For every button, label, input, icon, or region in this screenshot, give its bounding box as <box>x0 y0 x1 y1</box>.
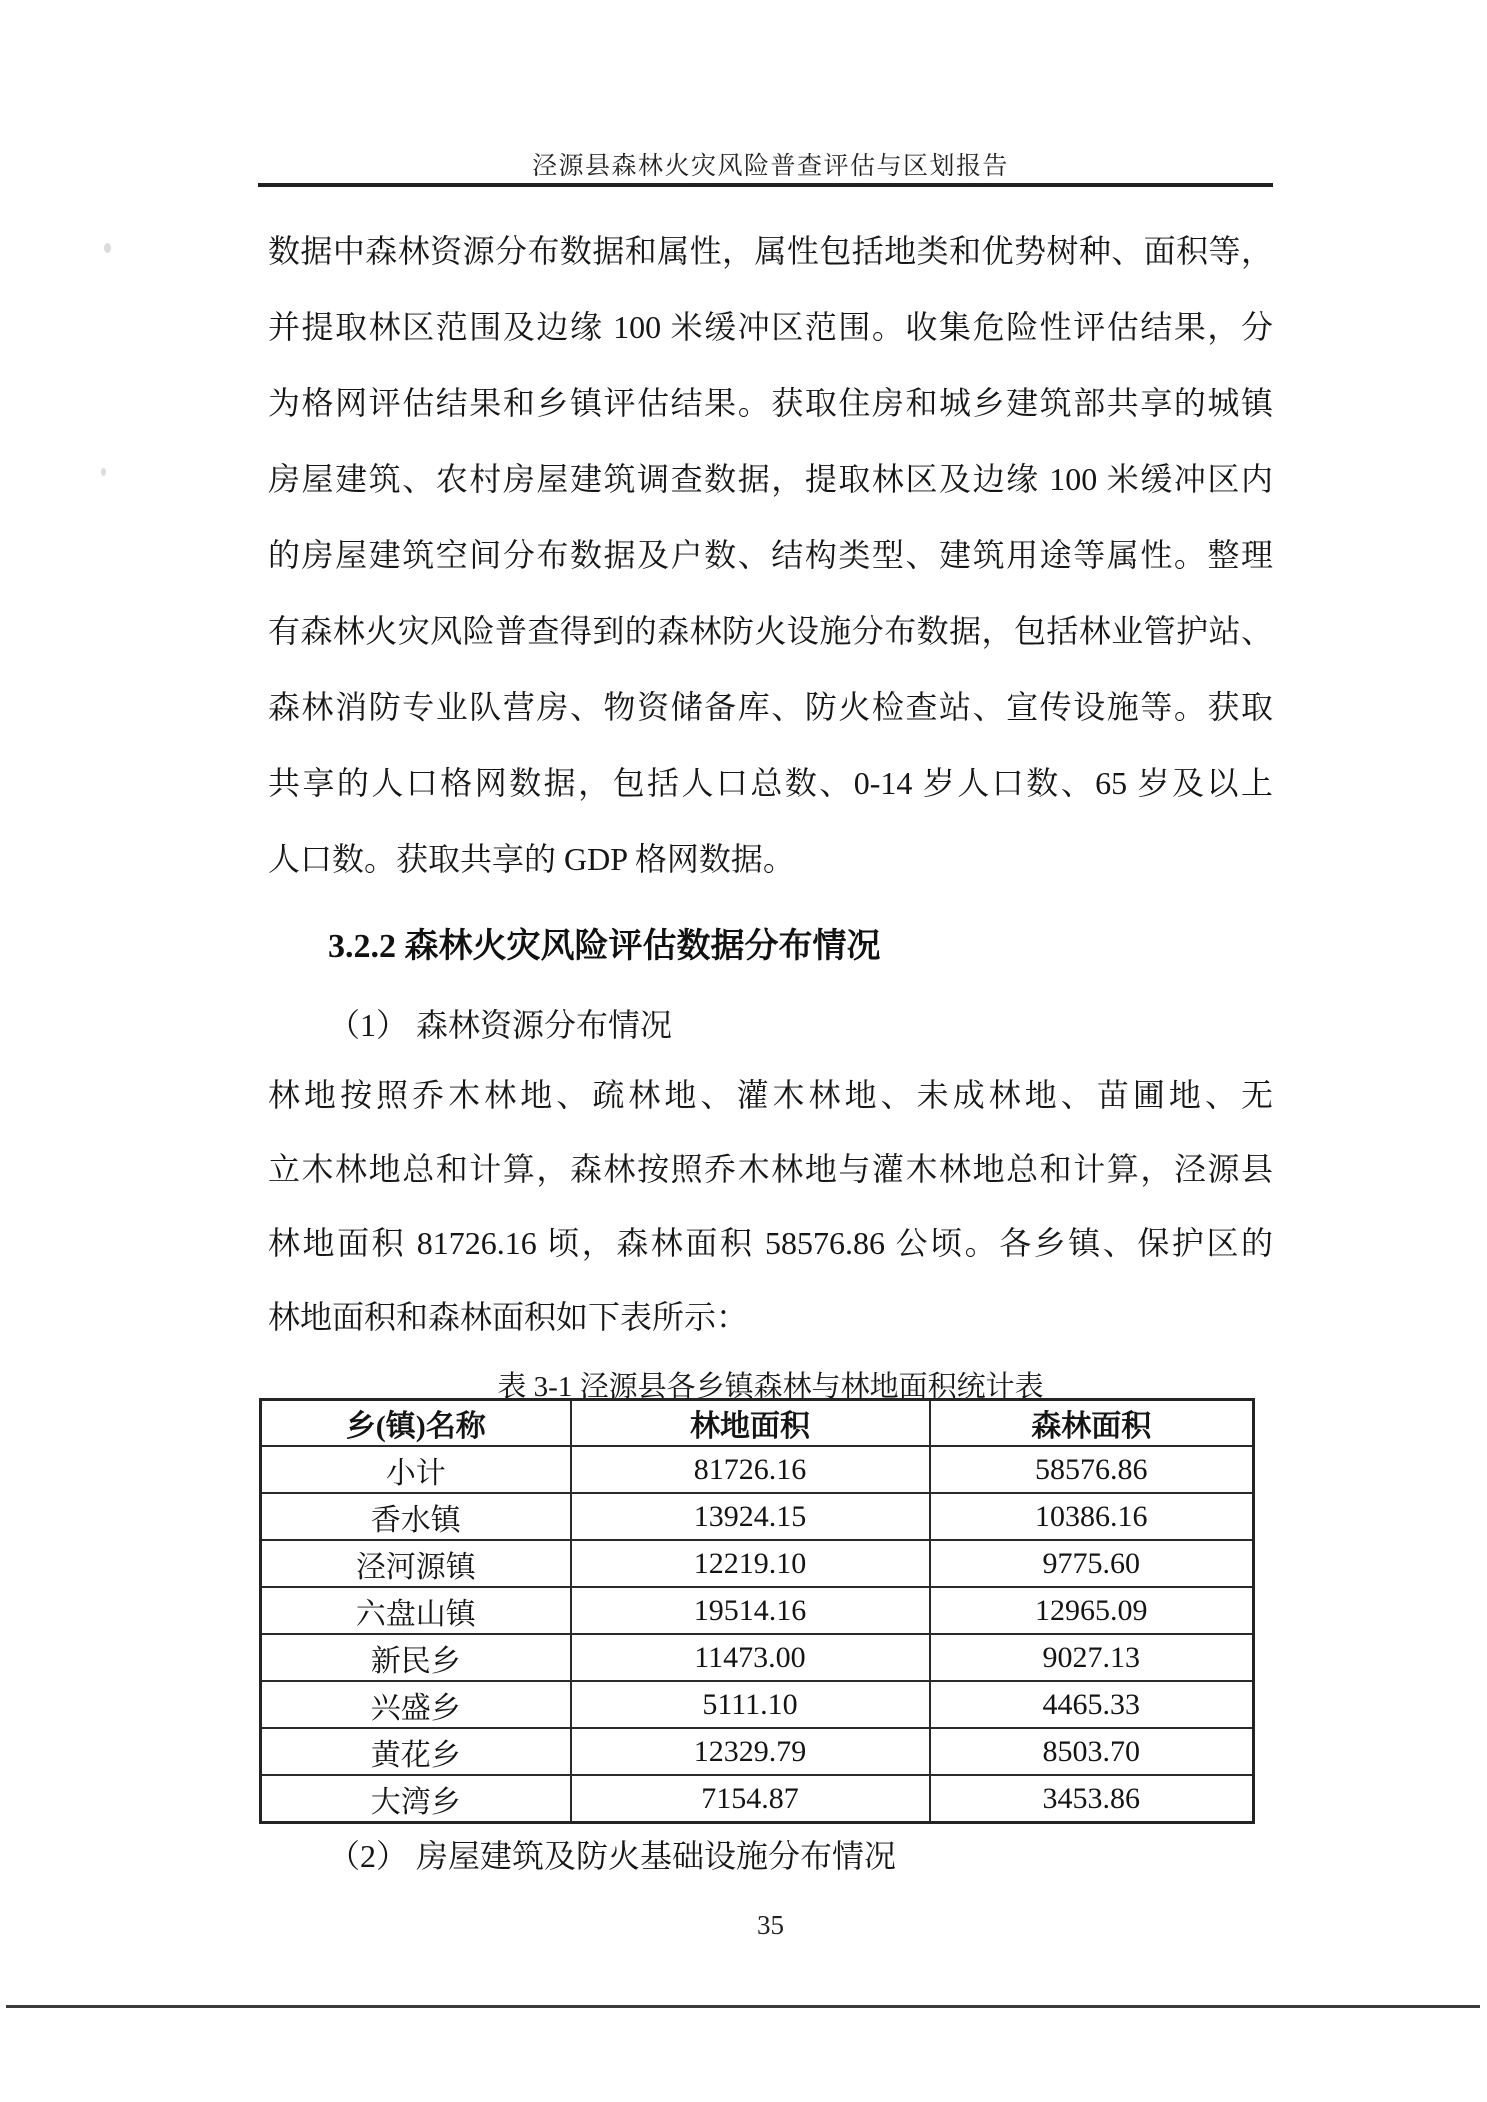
cell-forest-land-area: 7154.87 <box>571 1775 930 1823</box>
cell-forest-land-area: 13924.15 <box>571 1493 930 1540</box>
cell-forest-area: 9775.60 <box>930 1540 1254 1587</box>
page-number: 35 <box>757 1910 784 1940</box>
table-row <box>261 1540 1254 1587</box>
cell-township-name: 泾河源镇 <box>261 1540 571 1587</box>
paragraph-2 <box>268 1058 1273 1354</box>
table-row <box>261 1681 1254 1728</box>
cell-township-name: 黄花乡 <box>261 1728 571 1775</box>
text-line: 并提取林区范围及边缘 100 米缓冲区范围。收集危险性评估结果，分 <box>268 309 1273 345</box>
cell-forest-land-area: 11473.00 <box>571 1634 930 1681</box>
running-header-title: 泾源县森林火灾风险普查评估与区划报告 <box>531 153 1009 180</box>
text-line: 林地面积 81726.16 顷，森林面积 58576.86 公顷。各乡镇、保护区的 <box>268 1225 1273 1261</box>
paragraph-1 <box>268 213 1273 897</box>
text-line: 房屋建筑、农村房屋建筑调查数据，提取林区及边缘 100 米缓冲区内 <box>268 461 1273 497</box>
table-row <box>261 1587 1254 1634</box>
table-row <box>261 1446 1254 1493</box>
table-header-row <box>261 1400 1254 1447</box>
text-line: 有森林火灾风险普查得到的森林防火设施分布数据，包括林业管护站、 <box>268 613 1273 649</box>
footer-rule <box>6 2005 1480 2008</box>
cell-forest-land-area: 19514.16 <box>571 1587 930 1634</box>
cell-township-name: 小计 <box>261 1446 571 1493</box>
text-line: 森林消防专业队营房、物资储备库、防火检查站、宣传设施等。获取 <box>268 689 1273 725</box>
cell-forest-area: 10386.16 <box>930 1493 1254 1540</box>
cell-township-name: 香水镇 <box>261 1493 571 1540</box>
subheading-buildings-infrastructure: （2） 房屋建筑及防火基础设施分布情况 <box>328 1838 897 1874</box>
table-row <box>261 1493 1254 1540</box>
table-body <box>261 1446 1254 1823</box>
column-header: 林地面积 <box>571 1400 930 1447</box>
cell-forest-land-area: 12329.79 <box>571 1728 930 1775</box>
cell-forest-area: 3453.86 <box>930 1775 1254 1823</box>
cell-township-name: 六盘山镇 <box>261 1587 571 1634</box>
forest-area-table <box>259 1398 1255 1824</box>
text-line: 为格网评估结果和乡镇评估结果。获取住房和城乡建筑部共享的城镇 <box>268 385 1273 421</box>
section-heading-3-2-2: 3.2.2 森林火灾风险评估数据分布情况 <box>328 928 881 965</box>
cell-forest-land-area: 12219.10 <box>571 1540 930 1587</box>
table-row <box>261 1728 1254 1775</box>
cell-forest-area: 9027.13 <box>930 1634 1254 1681</box>
table-row <box>261 1634 1254 1681</box>
header-rule <box>258 183 1273 187</box>
text-line: 林地面积和森林面积如下表所示： <box>268 1299 749 1335</box>
table-row <box>261 1775 1254 1823</box>
text-line: 林地按照乔木林地、疏林地、灌木林地、未成林地、苗圃地、无 <box>268 1077 1273 1113</box>
scan-speck <box>104 243 111 253</box>
text-line: 人口数。获取共享的 GDP 格网数据。 <box>268 841 795 877</box>
cell-forest-land-area: 81726.16 <box>571 1446 930 1493</box>
cell-township-name: 新民乡 <box>261 1634 571 1681</box>
cell-township-name: 兴盛乡 <box>261 1681 571 1728</box>
text-line: 的房屋建筑空间分布数据及户数、结构类型、建筑用途等属性。整理 <box>268 537 1273 573</box>
cell-forest-area: 8503.70 <box>930 1728 1254 1775</box>
subheading-forest-resource: （1） 森林资源分布情况 <box>328 1007 673 1043</box>
cell-township-name: 大湾乡 <box>261 1775 571 1823</box>
text-line: 立木林地总和计算，森林按照乔木林地与灌木林地总和计算，泾源县 <box>268 1151 1273 1187</box>
column-header: 乡(镇)名称 <box>261 1400 571 1447</box>
table-caption: 表 3-1 泾源县各乡镇森林与林地面积统计表 <box>497 1371 1044 1403</box>
cell-forest-area: 58576.86 <box>930 1446 1254 1493</box>
cell-forest-area: 4465.33 <box>930 1681 1254 1728</box>
cell-forest-land-area: 5111.10 <box>571 1681 930 1728</box>
cell-forest-area: 12965.09 <box>930 1587 1254 1634</box>
text-line: 数据中森林资源分布数据和属性，属性包括地类和优势树种、面积等， <box>268 233 1273 269</box>
text-line: 共享的人口格网数据，包括人口总数、0-14 岁人口数、65 岁及以上 <box>268 765 1273 801</box>
scan-speck <box>101 468 106 476</box>
column-header: 森林面积 <box>930 1400 1254 1447</box>
